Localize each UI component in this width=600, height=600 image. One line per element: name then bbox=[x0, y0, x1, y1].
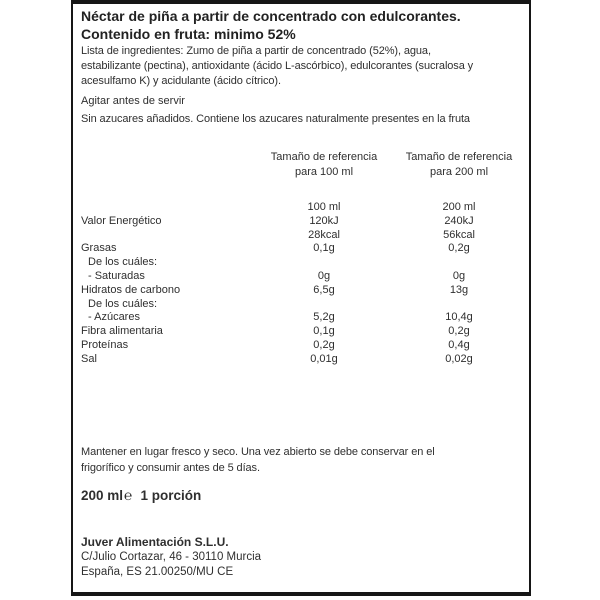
nutrition-table-row bbox=[81, 339, 521, 353]
value-per-100ml: 5,2g bbox=[313, 311, 335, 324]
value-per-200ml bbox=[397, 298, 521, 312]
nutrient-name: Hidratos de carbono bbox=[81, 283, 181, 296]
value-per-100ml: 0,2g bbox=[313, 338, 335, 351]
nutrition-table-row bbox=[81, 242, 521, 256]
value-per-200ml: 0g bbox=[452, 269, 466, 282]
ingredients-line: estabilizante (pectina), antioxidante (ácido L-ascórbico), edulcorantes (sucralosa y bbox=[81, 60, 474, 72]
value-per-200ml: 0,2g bbox=[448, 242, 470, 255]
ingredients-line: acesulfamo K) y acidulante (ácido cítrico). bbox=[81, 75, 281, 87]
nutrition-table-row bbox=[81, 201, 521, 215]
nutrient-name: Fibra alimentaria bbox=[81, 325, 163, 338]
nutrition-table-row bbox=[81, 284, 521, 298]
nutrient-name bbox=[81, 201, 251, 215]
value-per-200ml: 240kJ bbox=[444, 214, 474, 227]
value-per-200ml: 56kcal bbox=[443, 228, 475, 241]
storage-line: Mantener en lugar fresco y seco. Una vez abierto se debe conservar en el bbox=[81, 446, 435, 458]
value-per-100ml bbox=[251, 298, 397, 312]
product-title-line1: Néctar de piña a partir de concentrado con edulcorantes. bbox=[81, 8, 461, 24]
nutrition-table-row bbox=[81, 270, 521, 284]
storage-instructions bbox=[81, 444, 521, 476]
value-per-200ml: 0,02g bbox=[445, 352, 473, 365]
column-header-text: Tamaño de referencia bbox=[405, 151, 513, 163]
value-per-100ml: 0,01g bbox=[310, 352, 338, 365]
manufacturer-registration: España, ES 21.00250/MU CE bbox=[81, 566, 234, 578]
nutrient-name: Sal bbox=[81, 352, 97, 365]
column-header-text: para 200 ml bbox=[429, 166, 489, 178]
nutrient-name: Valor Energético bbox=[81, 214, 162, 227]
storage-line: frigorífico y consumir antes de 5 días. bbox=[81, 462, 260, 474]
product-title-line2: Contenido en fruta: minimo 52% bbox=[81, 26, 296, 42]
nutrient-name: De los cuáles: bbox=[88, 256, 158, 269]
nutrition-table-row bbox=[81, 229, 521, 243]
no-added-sugar-note: Sin azucares añadidos. Contiene los azucares naturalmente presentes en la fruta bbox=[81, 113, 470, 125]
manufacturer-address: C/Julio Cortazar, 46 - 30110 Murcia bbox=[81, 551, 262, 563]
nutrition-table-header bbox=[81, 150, 521, 180]
nutrient-name: Proteínas bbox=[81, 338, 129, 351]
value-per-200ml: 13g bbox=[449, 283, 469, 296]
column-header-100ml bbox=[251, 150, 397, 180]
nutrient-name: Grasas bbox=[81, 242, 117, 255]
value-per-100ml: 0,1g bbox=[313, 242, 335, 255]
estimated-sign: ℮ bbox=[124, 487, 133, 503]
nutrition-table-row bbox=[81, 311, 521, 325]
value-per-200ml: 0,4g bbox=[448, 338, 470, 351]
value-per-200ml: 0,2g bbox=[448, 325, 470, 338]
product-title bbox=[81, 7, 521, 43]
portion-info bbox=[81, 487, 521, 503]
nutrition-table-row bbox=[81, 353, 521, 367]
value-per-100ml bbox=[251, 256, 397, 270]
column-header-text: para 100 ml bbox=[294, 166, 354, 178]
value-per-100ml: 120kJ bbox=[309, 214, 339, 227]
value-per-100ml: 0g bbox=[317, 269, 331, 282]
header-spacer bbox=[81, 150, 251, 180]
value-per-100ml: 0,1g bbox=[313, 325, 335, 338]
ingredients-list bbox=[81, 44, 521, 89]
value-per-100ml: 28kcal bbox=[308, 228, 340, 241]
value-per-100ml: 100 ml bbox=[307, 201, 341, 213]
manufacturer-info bbox=[81, 535, 521, 580]
column-header-200ml bbox=[397, 150, 521, 180]
nutrition-table-row bbox=[81, 256, 521, 270]
nutrient-name: - Azúcares bbox=[88, 311, 140, 324]
manufacturer-name: Juver Alimentación S.L.U. bbox=[81, 535, 229, 549]
nutrition-table-row bbox=[81, 298, 521, 312]
nutrition-table-row bbox=[81, 215, 521, 229]
ingredients-line: Lista de ingredientes: Zumo de piña a partir de concentrado (52%), agua, bbox=[81, 45, 431, 57]
column-header-text: Tamaño de referencia bbox=[270, 151, 378, 163]
nutrition-label-panel bbox=[71, 0, 531, 596]
value-per-200ml bbox=[397, 256, 521, 270]
nutrient-name: - Saturadas bbox=[88, 269, 145, 282]
value-per-100ml: 6,5g bbox=[313, 283, 335, 296]
nutrition-rows bbox=[81, 201, 521, 367]
servings-count: 1 porción bbox=[140, 488, 202, 503]
value-per-200ml: 200 ml bbox=[442, 201, 476, 213]
net-volume: 200 ml bbox=[81, 488, 124, 503]
nutrient-name: De los cuáles: bbox=[88, 297, 158, 310]
nutrient-name bbox=[81, 229, 251, 243]
nutrition-table-row bbox=[81, 325, 521, 339]
value-per-200ml: 10,4g bbox=[445, 311, 473, 324]
shake-before-serving-note: Agitar antes de servir bbox=[81, 95, 185, 107]
